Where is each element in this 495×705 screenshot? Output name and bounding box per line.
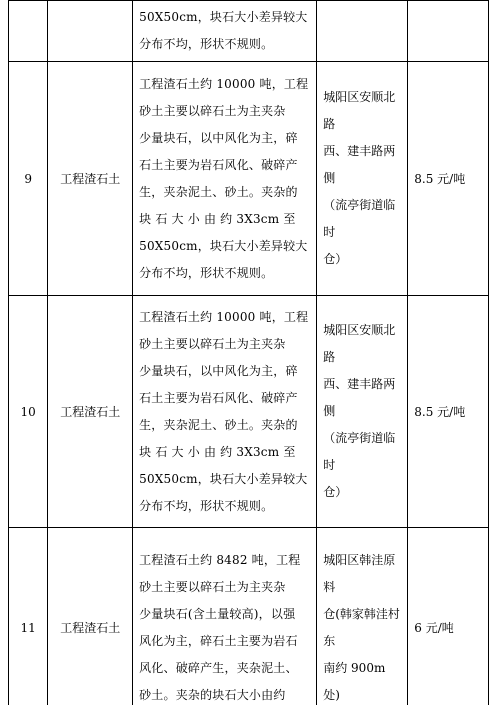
material-name-cell [48,62,133,296]
materials-table [8,0,489,705]
description-line: 生，夹杂泥土、砂土。夹杂的 [139,417,298,432]
description-line: 石土主要为岩石风化、破碎产 [139,157,298,172]
location-text [317,84,407,273]
description-line: 分布不均，形状不规则。 [139,265,274,280]
description-line: 块 石 大 小 由 约 3X3cm 至 [139,211,296,226]
description-line: 工程渣石土约 10000 吨，工程 [139,309,309,324]
serial-number-cell [9,528,48,705]
description-cell [133,1,317,62]
description-line: 工程渣石土约 8482 吨，工程 [139,552,301,567]
location-line: 西、建丰路两侧 [323,144,396,185]
description-text [133,544,316,705]
serial-number: 9 [24,171,32,186]
description-cell [133,62,317,296]
location-line: 仓(韩家韩洼村东 [323,606,400,648]
table-frame [8,0,489,705]
serial-number-cell [9,296,48,528]
description-text [133,68,316,290]
material-name: 工程渣石土 [60,621,121,635]
location-cell [317,1,408,62]
location-line: 城阳区安顺北路 [323,323,396,364]
location-line: 西、建丰路两侧 [323,377,396,418]
material-name: 工程渣石土 [60,172,121,186]
price: 8.5 元/吨 [414,405,466,419]
description-line: 少量块石，以中风化为主，碎 [139,363,298,378]
material-name-cell [48,1,133,62]
table-row [9,296,489,528]
description-cell [133,528,317,705]
serial-number-cell [9,62,48,296]
description-line: 风化、破碎产生，夹杂泥土、 [139,660,298,675]
description-line: 少量块石，以中风化为主，碎 [139,130,298,145]
table-row [9,1,489,62]
location-cell [317,62,408,296]
description-line: 少量块石(含土量较高)，以强 [139,606,296,621]
material-name: 工程渣石土 [60,405,121,419]
location-line: （流亭街道临时 [323,198,396,239]
price-cell [408,528,489,705]
description-line: 石土主要为岩石风化、破碎产 [139,390,298,405]
serial-number-cell [9,1,48,62]
description-text [133,1,316,61]
table-row [9,528,489,705]
description-line: 50X50cm，块石大小差异较大 [139,238,308,253]
location-line: 仓） [323,252,348,266]
price-cell [408,1,489,62]
description-line: 风化为主，碎石土主要为岩石 [139,633,298,648]
description-line: 50X50cm，块石大小差异较大 [139,10,308,24]
description-line: 分布不均，形状不规则。 [139,37,274,51]
location-line: 城阳区韩洼原料 [323,552,396,594]
location-line: 城阳区安顺北路 [323,90,396,131]
description-line: 砂土主要以碎石土为主夹杂 [139,103,286,118]
price: 8.5 元/吨 [414,172,466,186]
description-line: 50X50cm，块石大小差异较大 [139,471,308,486]
table-row [9,62,489,296]
price-cell [408,62,489,296]
location-line: 仓） [323,485,348,499]
location-cell [317,296,408,528]
material-name-cell [48,528,133,705]
description-line: 工程渣石土约 10000 吨，工程 [139,76,309,91]
description-cell [133,296,317,528]
description-line: 块 石 大 小 由 约 3X3cm 至 [139,444,296,459]
location-cell [317,528,408,705]
description-line: 生，夹杂泥土、砂土。夹杂的 [139,184,298,199]
material-name-cell [48,296,133,528]
description-line: 砂土主要以碎石土为主夹杂 [139,579,286,594]
price-cell [408,296,489,528]
description-text [133,301,316,523]
location-line: （流亭街道临时 [323,431,396,472]
serial-number: 11 [20,620,36,635]
location-text [317,547,407,705]
serial-number: 10 [20,404,36,419]
description-line: 砂土主要以碎石土为主夹杂 [139,336,286,351]
description-line: 砂土。夹杂的块石大小由约 [139,687,286,702]
price: 6 元/吨 [414,621,454,635]
description-line: 分布不均，形状不规则。 [139,498,274,513]
location-line: 南约 900m 处) [323,660,386,702]
location-text [317,317,407,506]
